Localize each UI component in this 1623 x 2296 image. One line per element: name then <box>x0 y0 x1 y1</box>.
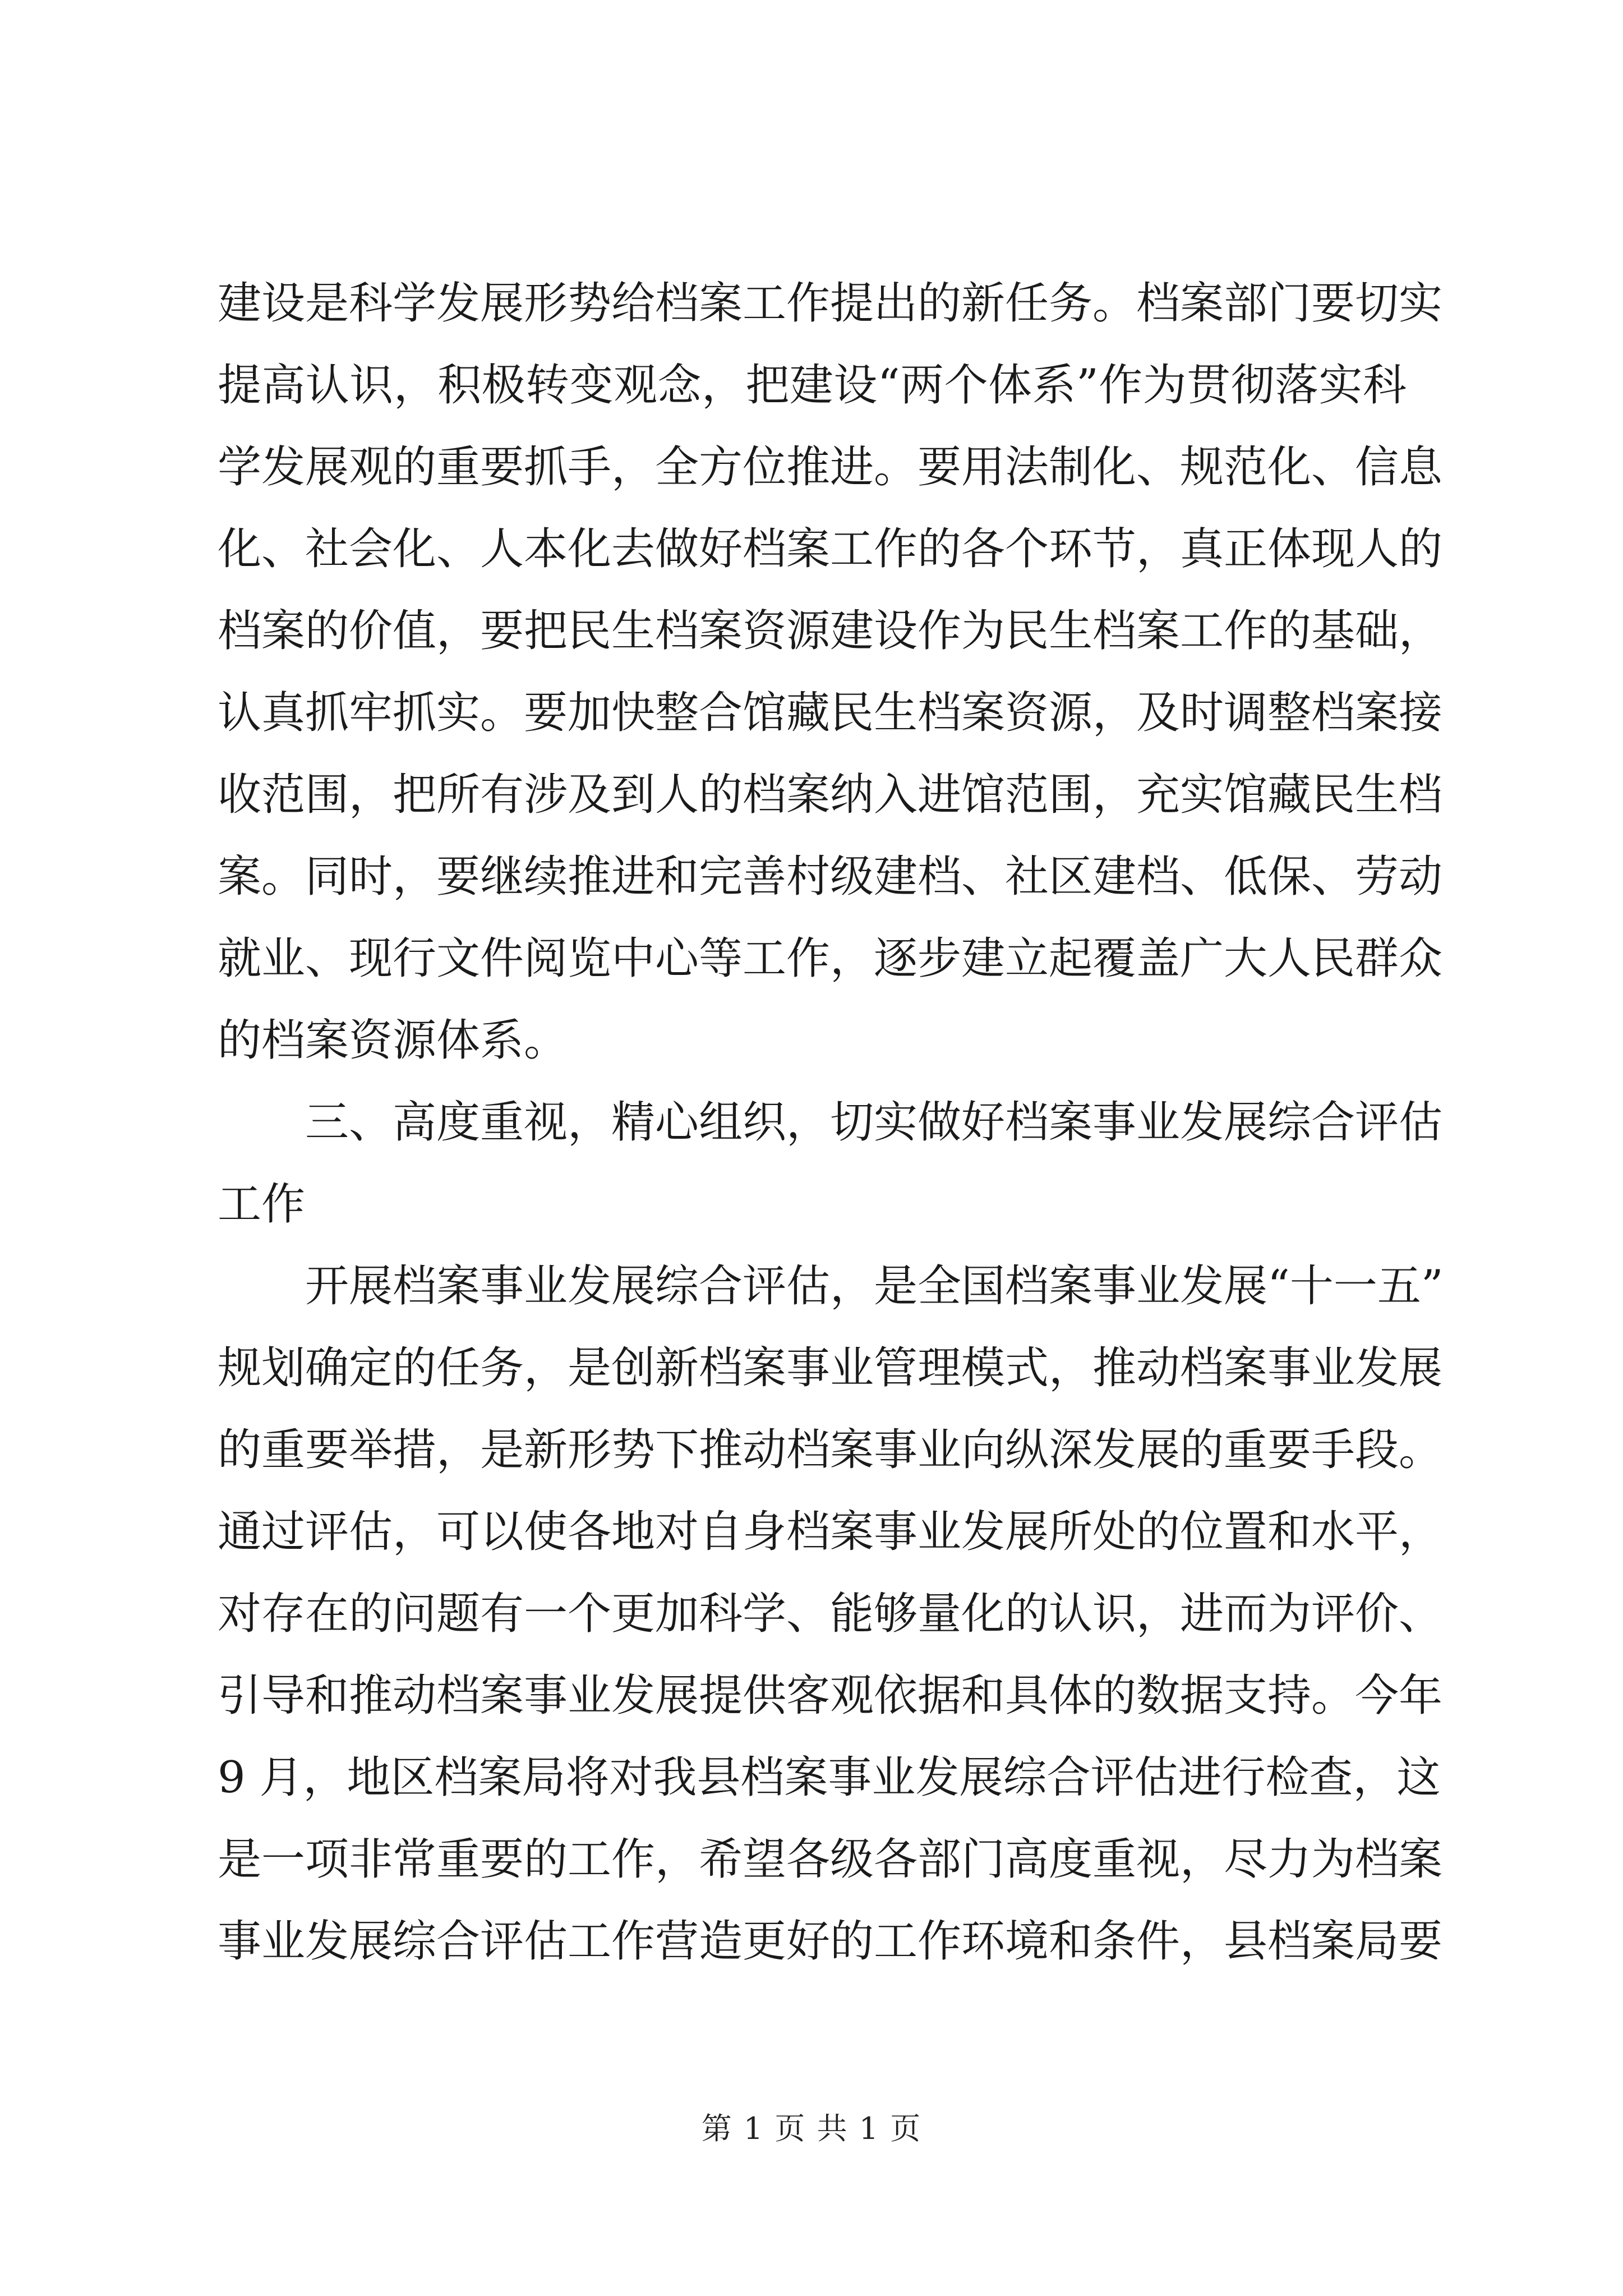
text-line: 的重要举措，是新形势下推动档案事业向纵深发展的重要手段。 <box>218 1425 1443 1475</box>
text-line: 就业、现行文件阅览中心等工作，逐步建立起覆盖广大人民群众 <box>218 933 1443 984</box>
text-line: 是一项非常重要的工作，希望各级各部门高度重视，尽力为档案 <box>218 1834 1443 1885</box>
page-footer: 第 1 页 共 1 页 <box>701 2111 922 2146</box>
text-line: 建设是科学发展形势给档案工作提出的新任务。档案部门要切实 <box>218 278 1443 329</box>
text-line: 规划确定的任务，是创新档案事业管理模式，推动档案事业发展 <box>218 1343 1443 1393</box>
text-line: 档案的价值，要把民生档案资源建设作为民生档案工作的基础， <box>218 606 1443 656</box>
body-text <box>218 263 1444 1982</box>
text-line: 提高认识，积极转变观念，把建设“两个体系”作为贯彻落实科 <box>218 360 1407 411</box>
text-line: 引导和推动档案事业发展提供客观依据和具体的数据支持。今年 <box>218 1671 1443 1721</box>
text-line: 对存在的问题有一个更加科学、能够量化的认识，进而为评价、 <box>218 1589 1443 1639</box>
text-line: 通过评估，可以使各地对自身档案事业发展所处的位置和水平， <box>218 1507 1443 1557</box>
text-line: 开展档案事业发展综合评估，是全国档案事业发展“十一五” <box>305 1261 1444 1312</box>
text-line: 收范围，把所有涉及到人的档案纳入进馆范围，充实馆藏民生档 <box>218 770 1443 820</box>
text-line: 工作 <box>218 1179 306 1230</box>
text-line: 案。同时，要继续推进和完善村级建档、社区建档、低保、劳动 <box>218 852 1443 902</box>
text-line: 事业发展综合评估工作营造更好的工作环境和条件，县档案局要 <box>218 1916 1443 1967</box>
text-line: 的档案资源体系。 <box>218 1015 568 1066</box>
text-line: 三、高度重视，精心组织，切实做好档案事业发展综合评估 <box>305 1097 1443 1148</box>
text-line: 9 月，地区档案局将对我县档案事业发展综合评估进行检查，这 <box>218 1752 1441 1803</box>
text-line: 认真抓牢抓实。要加快整合馆藏民生档案资源，及时调整档案接 <box>218 688 1443 738</box>
text-line: 化、社会化、人本化去做好档案工作的各个环节，真正体现人的 <box>218 524 1443 574</box>
text-line: 学发展观的重要抓手，全方位推进。要用法制化、规范化、信息 <box>218 442 1443 493</box>
